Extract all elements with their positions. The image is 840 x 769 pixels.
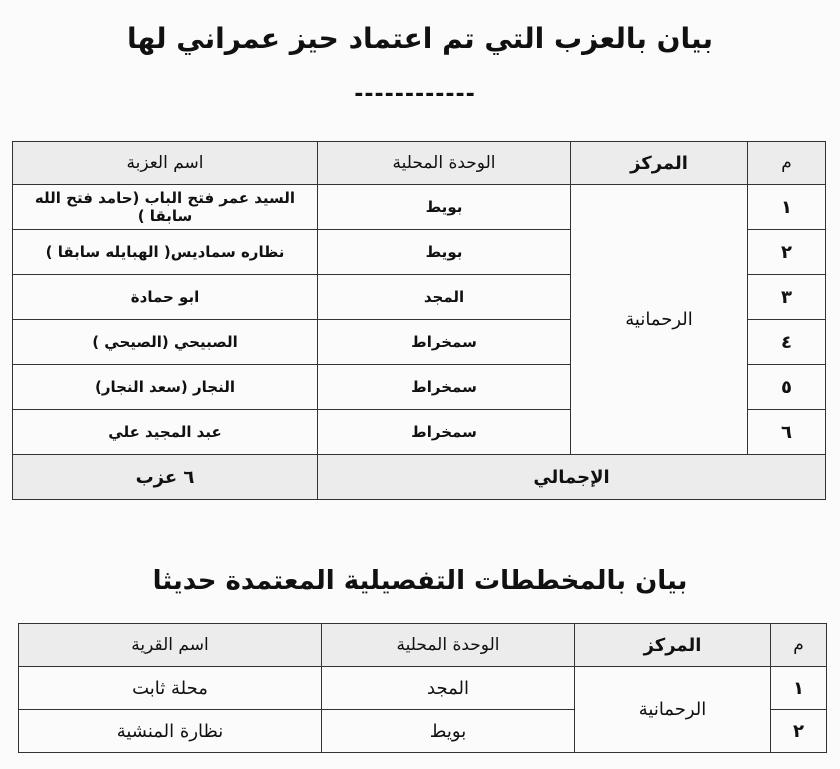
row-unit: المجد [322,667,575,710]
row-name: الصبيحي (الصيحي ) [13,320,318,365]
total-row [13,455,826,500]
table-row [19,667,827,710]
header-name: اسم العزبة [13,142,318,185]
row-name: السيد عمر فتح الباب (حامد فتح الله سابقا ) [13,185,318,230]
total-label: الإجمالي [318,455,826,500]
header-name: اسم القرية [19,624,322,667]
title-underline: ------------ [354,82,476,107]
header-unit: الوحدة المحلية [318,142,571,185]
page-title: بيان بالعزب التي تم اعتماد حيز عمراني لها [127,22,713,55]
row-unit: سمخراط [318,410,571,455]
row-name: نظارة المنشية [19,710,322,753]
row-unit: سمخراط [318,365,571,410]
center-cell: الرحمانية [571,185,748,455]
row-unit: المجد [318,275,571,320]
row-name: محلة ثابت [19,667,322,710]
header-center: المركز [575,624,771,667]
header-num: م [771,624,827,667]
row-num: ٥ [748,365,826,410]
row-name: النجار (سعد النجار) [13,365,318,410]
row-num: ٣ [748,275,826,320]
row-num: ٢ [771,710,827,753]
row-num: ٤ [748,320,826,365]
ezab-table [12,141,826,500]
row-unit: بويط [318,230,571,275]
table-row [13,185,826,230]
row-num: ٦ [748,410,826,455]
row-name: عبد المجيد علي [13,410,318,455]
plans-table [18,623,827,753]
row-name: ابو حمادة [13,275,318,320]
center-cell: الرحمانية [575,667,771,753]
row-unit: سمخراط [318,320,571,365]
row-num: ١ [771,667,827,710]
total-value: ٦ عزب [13,455,318,500]
row-name: نظاره سماديس( الهبايله سابقا ) [13,230,318,275]
header-center: المركز [571,142,748,185]
header-num: م [748,142,826,185]
row-unit: بويط [322,710,575,753]
row-num: ٢ [748,230,826,275]
row-num: ١ [748,185,826,230]
table-header-row [13,142,826,185]
header-unit: الوحدة المحلية [322,624,575,667]
row-unit: بويط [318,185,571,230]
table-header-row [19,624,827,667]
section-title: بيان بالمخططات التفصيلية المعتمدة حديثا [152,566,688,596]
